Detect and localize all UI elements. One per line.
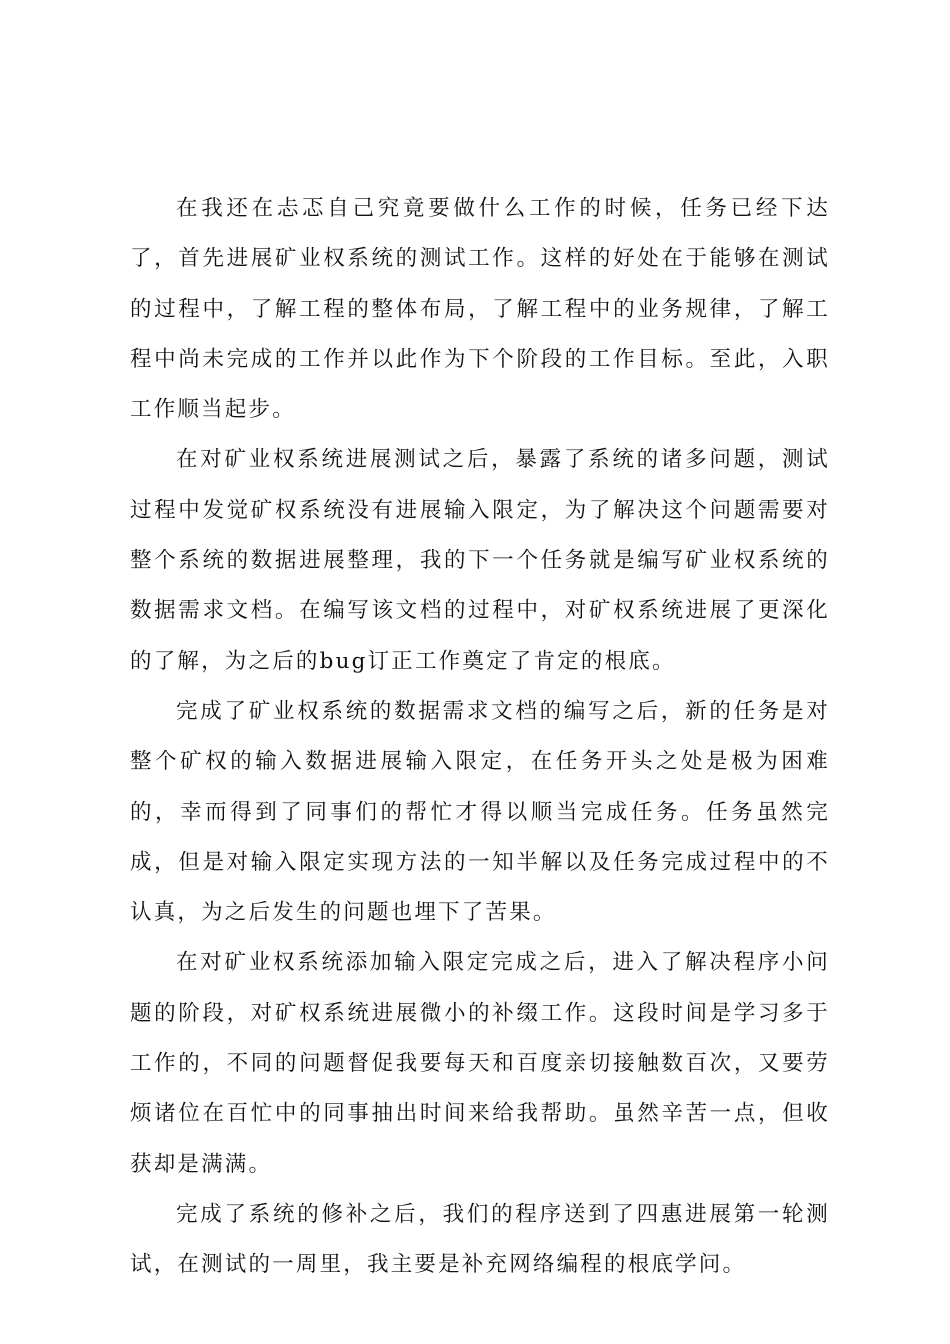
paragraph-5: 完成了系统的修补之后，我们的程序送到了四惠进展第一轮测试，在测试的一周里，我主要是补充网络编程的根底学问。 — [130, 1201, 830, 1278]
document-page — [130, 184, 830, 1291]
paragraph-1: 在我还在忐忑自己究竟要做什么工作的时候，任务已经下达了，首先进展矿业权系统的测试工作。这样的好处在于能够在测试的过程中，了解工程的整体布局，了解工程中的业务规律，了解工程中尚未完成的工作并以此作为下个阶段的工作目标。至此，入职工作顺当起步。 — [130, 196, 830, 423]
paragraph-3: 完成了矿业权系统的数据需求文档的编写之后，新的任务是对整个矿权的输入数据进展输入限定，在任务开头之处是极为困难的，幸而得到了同事们的帮忙才得以顺当完成任务。任务虽然完成，但是对输入限定实现方法的一知半解以及任务完成过程中的不认真，为之后发生的问题也埋下了苦果。 — [130, 698, 830, 926]
paragraph-4: 在对矿业权系统添加输入限定完成之后，进入了解决程序小问题的阶段，对矿权系统进展微小的补缀工作。这段时间是学习多于工作的，不同的问题督促我要每天和百度亲切接触数百次，又要劳烦诸位在百忙中的同事抽出时间来给我帮助。虽然辛苦一点，但收获却是满满。 — [130, 950, 830, 1177]
paragraph-2: 在对矿业权系统进展测试之后，暴露了系统的诸多问题，测试过程中发觉矿权系统没有进展输入限定，为了解决这个问题需要对整个系统的数据进展整理，我的下一个任务就是编写矿业权系统的数据需求文档。在编写该文档的过程中，对矿权系统进展了更深化的了解，为之后的bug订正工作奠定了肯定的根底。 — [130, 447, 830, 674]
